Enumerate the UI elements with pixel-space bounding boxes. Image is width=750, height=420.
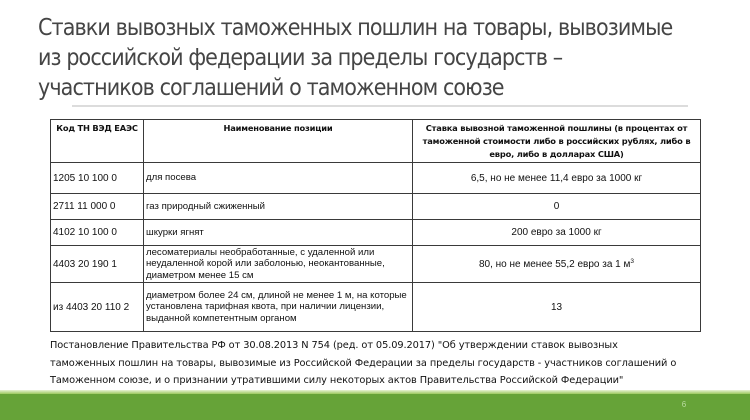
slide-title: [38, 13, 718, 103]
footer-band: [0, 394, 750, 420]
table-row: [51, 220, 701, 246]
page-number: 6: [681, 400, 687, 409]
header-name: Наименование позиции: [144, 120, 413, 163]
table-header-row: [51, 120, 701, 163]
cell-rate: 0: [413, 194, 701, 220]
table-row: [51, 246, 701, 283]
footnote-line: Постановление Правительства РФ от 30.08.2013 N 754 (ред. от 05.09.2017) "Об утверждении ставок вывозных: [50, 340, 618, 351]
cell-name: лесоматериалы необработанные, с удаленной или неудаленной корой или заболонью, неокантованные, диаметром менее 15 см: [144, 246, 413, 283]
source-footnote: [50, 337, 710, 390]
table-row: [51, 163, 701, 194]
title-line: участников соглашений о таможенном союзе: [38, 75, 504, 101]
cell-code: 2711 11 000 0: [51, 194, 144, 220]
cell-code: 1205 10 100 0: [51, 163, 144, 194]
cell-code: 4102 10 100 0: [51, 220, 144, 246]
title-divider: [72, 105, 688, 107]
title-line: из российской федерации за пределы государств –: [38, 45, 563, 71]
cell-rate: [413, 246, 701, 283]
header-rate: Ставка вывозной таможенной пошлины (в процентах от таможенной стоимости либо в российских рублях, либо в евро, либо в долларах США): [413, 120, 701, 163]
cell-rate: 200 евро за 1000 кг: [413, 220, 701, 246]
rate-text: 80, но не менее 55,2 евро за 1 м: [478, 258, 631, 270]
footnote-line: таможенных пошлин на товары, вывозимые из Российской Федерации за пределы государств - участников соглашений о: [50, 357, 677, 369]
header-code: Код ТН ВЭД ЕАЭС: [51, 120, 144, 163]
cell-name: для посева: [144, 163, 413, 194]
table-row: [51, 283, 701, 332]
rate-superscript: 3: [630, 257, 635, 265]
cell-rate: 6,5, но не менее 11,4 евро за 1000 кг: [413, 163, 701, 194]
cell-name: газ природный сжиженный: [144, 194, 413, 220]
cell-name: шкурки ягнят: [144, 220, 413, 246]
duty-rates-table: [50, 119, 701, 332]
table-row: [51, 194, 701, 220]
title-line: Ставки вывозных таможенных пошлин на товары, вывозимые: [38, 15, 673, 41]
cell-code: 4403 20 190 1: [51, 246, 144, 283]
footnote-line: Таможенном союзе, и о признании утратившими силу некоторых актов Правительства Российской Федерации": [50, 375, 624, 386]
cell-name: диаметром более 24 см, длиной не менее 1 м, на которые установлена тарифная квота, при наличии лицензии, выданной компетентным органом: [144, 283, 413, 332]
cell-code: из 4403 20 110 2: [51, 283, 144, 332]
cell-rate: 13: [413, 283, 701, 332]
